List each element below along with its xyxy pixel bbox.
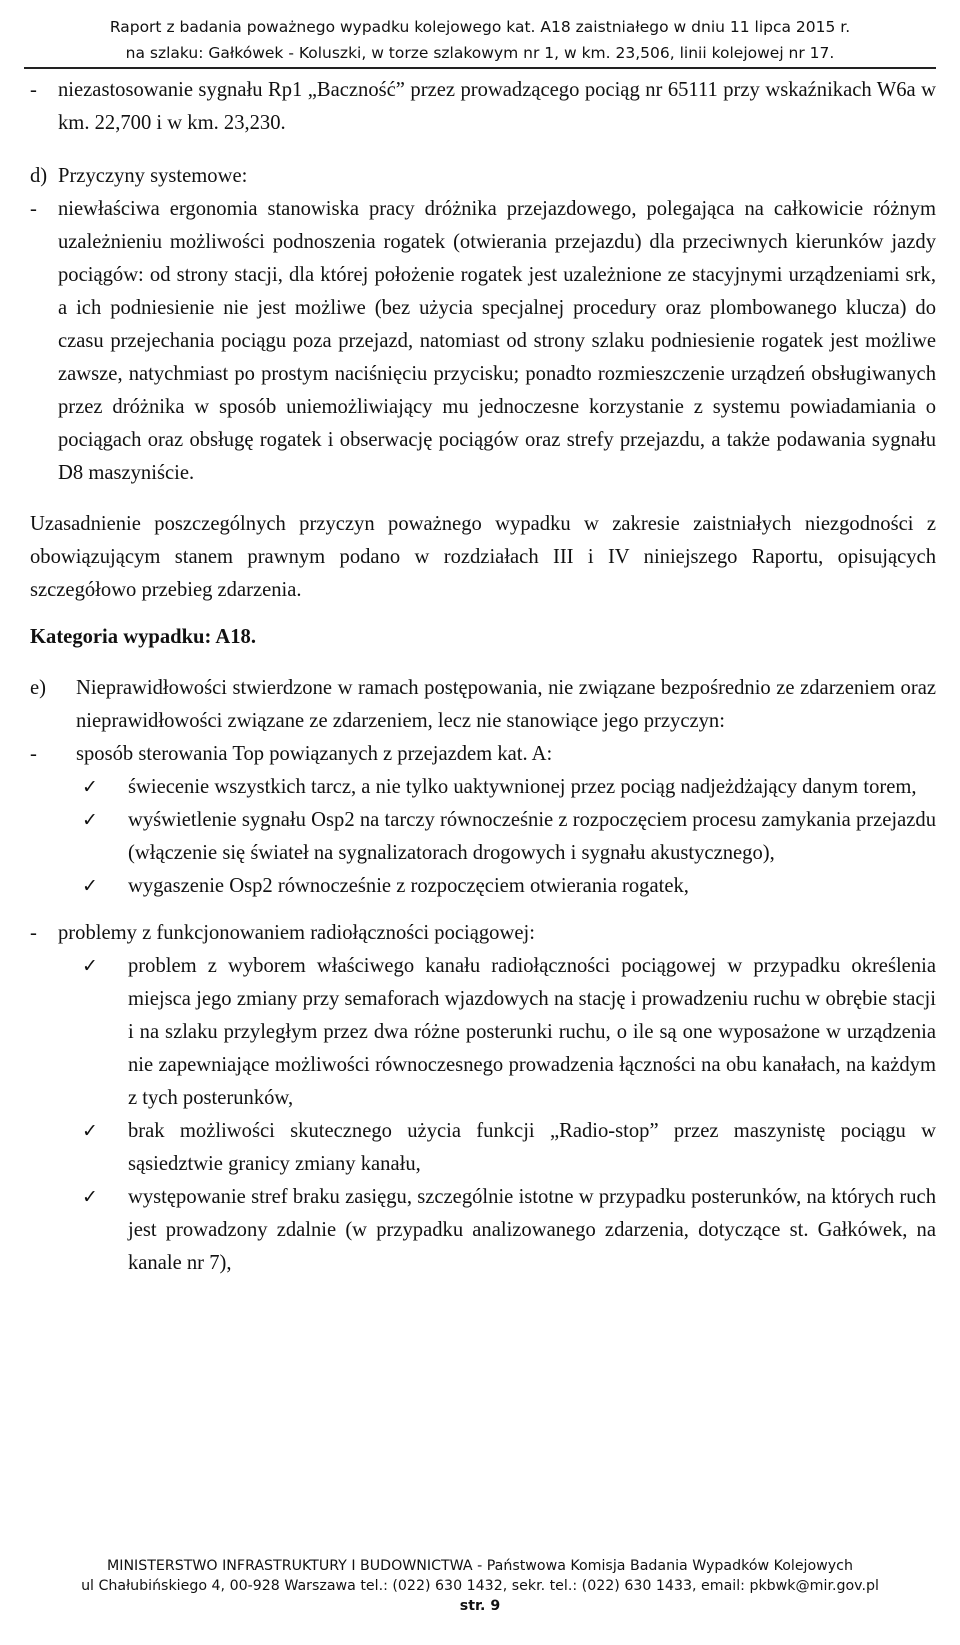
check-item-text: wyświetlenie sygnału Osp2 na tarczy równocześnie z rozpoczęciem procesu zamykania przejazdu (włączenie się świateł na sygnalizatorach drogowych i sygnału akustycznego), (128, 809, 936, 864)
group-heading (30, 917, 936, 950)
footer-line-1: MINISTERSTWO INFRASTRUKTURY I BUDOWNICTWA - Państwowa Komisja Badania Wypadków Kolejowych (107, 1558, 853, 1574)
checkmark-icon: ✓ (82, 875, 98, 897)
page-footer (0, 1556, 960, 1616)
page-number: str. 9 (459, 1598, 501, 1614)
check-item (30, 804, 936, 870)
check-item-text: brak możliwości skutecznego użycia funkcji „Radio-stop” przez maszynistę pociągu w sąsiedztwie granicy zmiany kanału, (128, 1120, 936, 1175)
section-text: Nieprawidłowości stwierdzone w ramach postępowania, nie związane bezpośrednio ze zdarzeniem oraz nieprawidłowości związane ze zdarzeniem, lecz nie stanowiące jego przyczyn: (76, 677, 936, 732)
header-line-2: na szlaku: Gałkówek - Koluszki, w torze szlakowym nr 1, w km. 23,506, linii kolejowej nr 17. (125, 44, 835, 62)
page-header (0, 14, 960, 66)
document-body (30, 74, 936, 1280)
justification-paragraph: Uzasadnienie poszczególnych przyczyn poważnego wypadku w zakresie zaistniałych niezgodności z obowiązującym stanem prawnym podano w rozdziałach III i IV niniejszego Raportu, opisujących szczegółowo przebieg zdarzenia. (30, 513, 936, 601)
check-item (30, 1181, 936, 1280)
bullet-item (30, 193, 936, 490)
checkmark-icon: ✓ (82, 1120, 98, 1142)
bullet-text: niezastosowanie sygnału Rp1 „Baczność” przez prowadzącego pociąg nr 65111 przy wskaźnikach W6a w km. 22,700 i w km. 23,230. (58, 79, 936, 134)
check-item (30, 1115, 936, 1181)
section-e (30, 672, 936, 738)
section-d-heading (30, 160, 936, 193)
section-title: Przyczyny systemowe: (58, 165, 248, 187)
dash-marker: - (30, 79, 37, 101)
dash-marker: - (30, 922, 37, 944)
checkmark-icon: ✓ (82, 1186, 98, 1208)
checkmark-icon: ✓ (82, 809, 98, 831)
check-item-text: wygaszenie Osp2 równocześnie z rozpoczęciem otwierania rogatek, (128, 875, 689, 897)
section-label: e) (30, 677, 46, 699)
checkmark-icon: ✓ (82, 776, 98, 798)
check-item-text: problem z wyborem właściwego kanału radiołączności pociągowej w przypadku określenia miejsca jego zmiany przy semaforach wjazdowych na stację i prowadzeniu ruchu w obrębie stacji i na szlaku przyległym przez dwa różne posterunki ruchu, o ile są one wyposażone w urządzenia nie zapewniające możliwości równoczesnego prowadzenia łączności na obu kanałach, na każdym z tych posterunków, (128, 955, 936, 1109)
group-heading (30, 738, 936, 771)
group-title: problemy z funkcjonowaniem radiołączności pociągowej: (58, 922, 535, 944)
header-rule (24, 67, 936, 69)
header-line-1: Raport z badania poważnego wypadku kolejowego kat. A18 zaistniałego w dniu 11 lipca 2015 r. (109, 18, 851, 36)
check-item-text: występowanie stref braku zasięgu, szczególnie istotne w przypadku posterunków, na których ruch jest prowadzony zdalnie (w przypadku analizowanego zdarzenia, dotyczące st. Gałkówek, na kanale nr 7), (128, 1186, 936, 1274)
bullet-item (30, 74, 936, 140)
footer-line-2: ul Chałubińskiego 4, 00-928 Warszawa tel.: (022) 630 1432, sekr. tel.: (022) 630 1433, email: pkbwk@mir.gov.pl (81, 1578, 879, 1594)
checkmark-icon: ✓ (82, 955, 98, 977)
check-item (30, 870, 936, 903)
check-item (30, 771, 936, 804)
group-title: sposób sterowania Top powiązanych z przejazdem kat. A: (76, 743, 553, 765)
check-item (30, 950, 936, 1115)
section-label: d) (30, 165, 48, 187)
accident-category: Kategoria wypadku: A18. (30, 626, 256, 648)
check-item-text: świecenie wszystkich tarcz, a nie tylko uaktywnionej przez pociąg nadjeżdżający danym torem, (128, 776, 917, 798)
dash-marker: - (30, 743, 37, 765)
dash-marker: - (30, 198, 37, 220)
bullet-text: niewłaściwa ergonomia stanowiska pracy dróżnika przejazdowego, polegająca na całkowicie różnym uzależnieniu możliwości podnoszenia rogatek (otwierania przejazdu) dla przeciwnych kierunków jazdy pociągów: od strony stacji, dla której położenie rogatek jest uzależnione ze stacyjnymi urządzeniami srk, a ich podniesienie nie jest możliwe (bez użycia specjalnej procedury oraz plombowanego klucza) do czasu przejechania pociągu poza przejazd, natomiast od strony szlaku podniesienie rogatek jest możliwe zawsze, natychmiast po prostym naciśnięciu przycisku; ponadto rozmieszczenie urządzeń obsługiwanych przez dróżnika w sposób uniemożliwiający mu jednoczesne korzystanie z systemu powiadamiania o pociągach oraz obsługę rogatek i obserwację pociągów oraz strefy przejazdu, a także podawania sygnału D8 maszyniście. (58, 198, 936, 484)
